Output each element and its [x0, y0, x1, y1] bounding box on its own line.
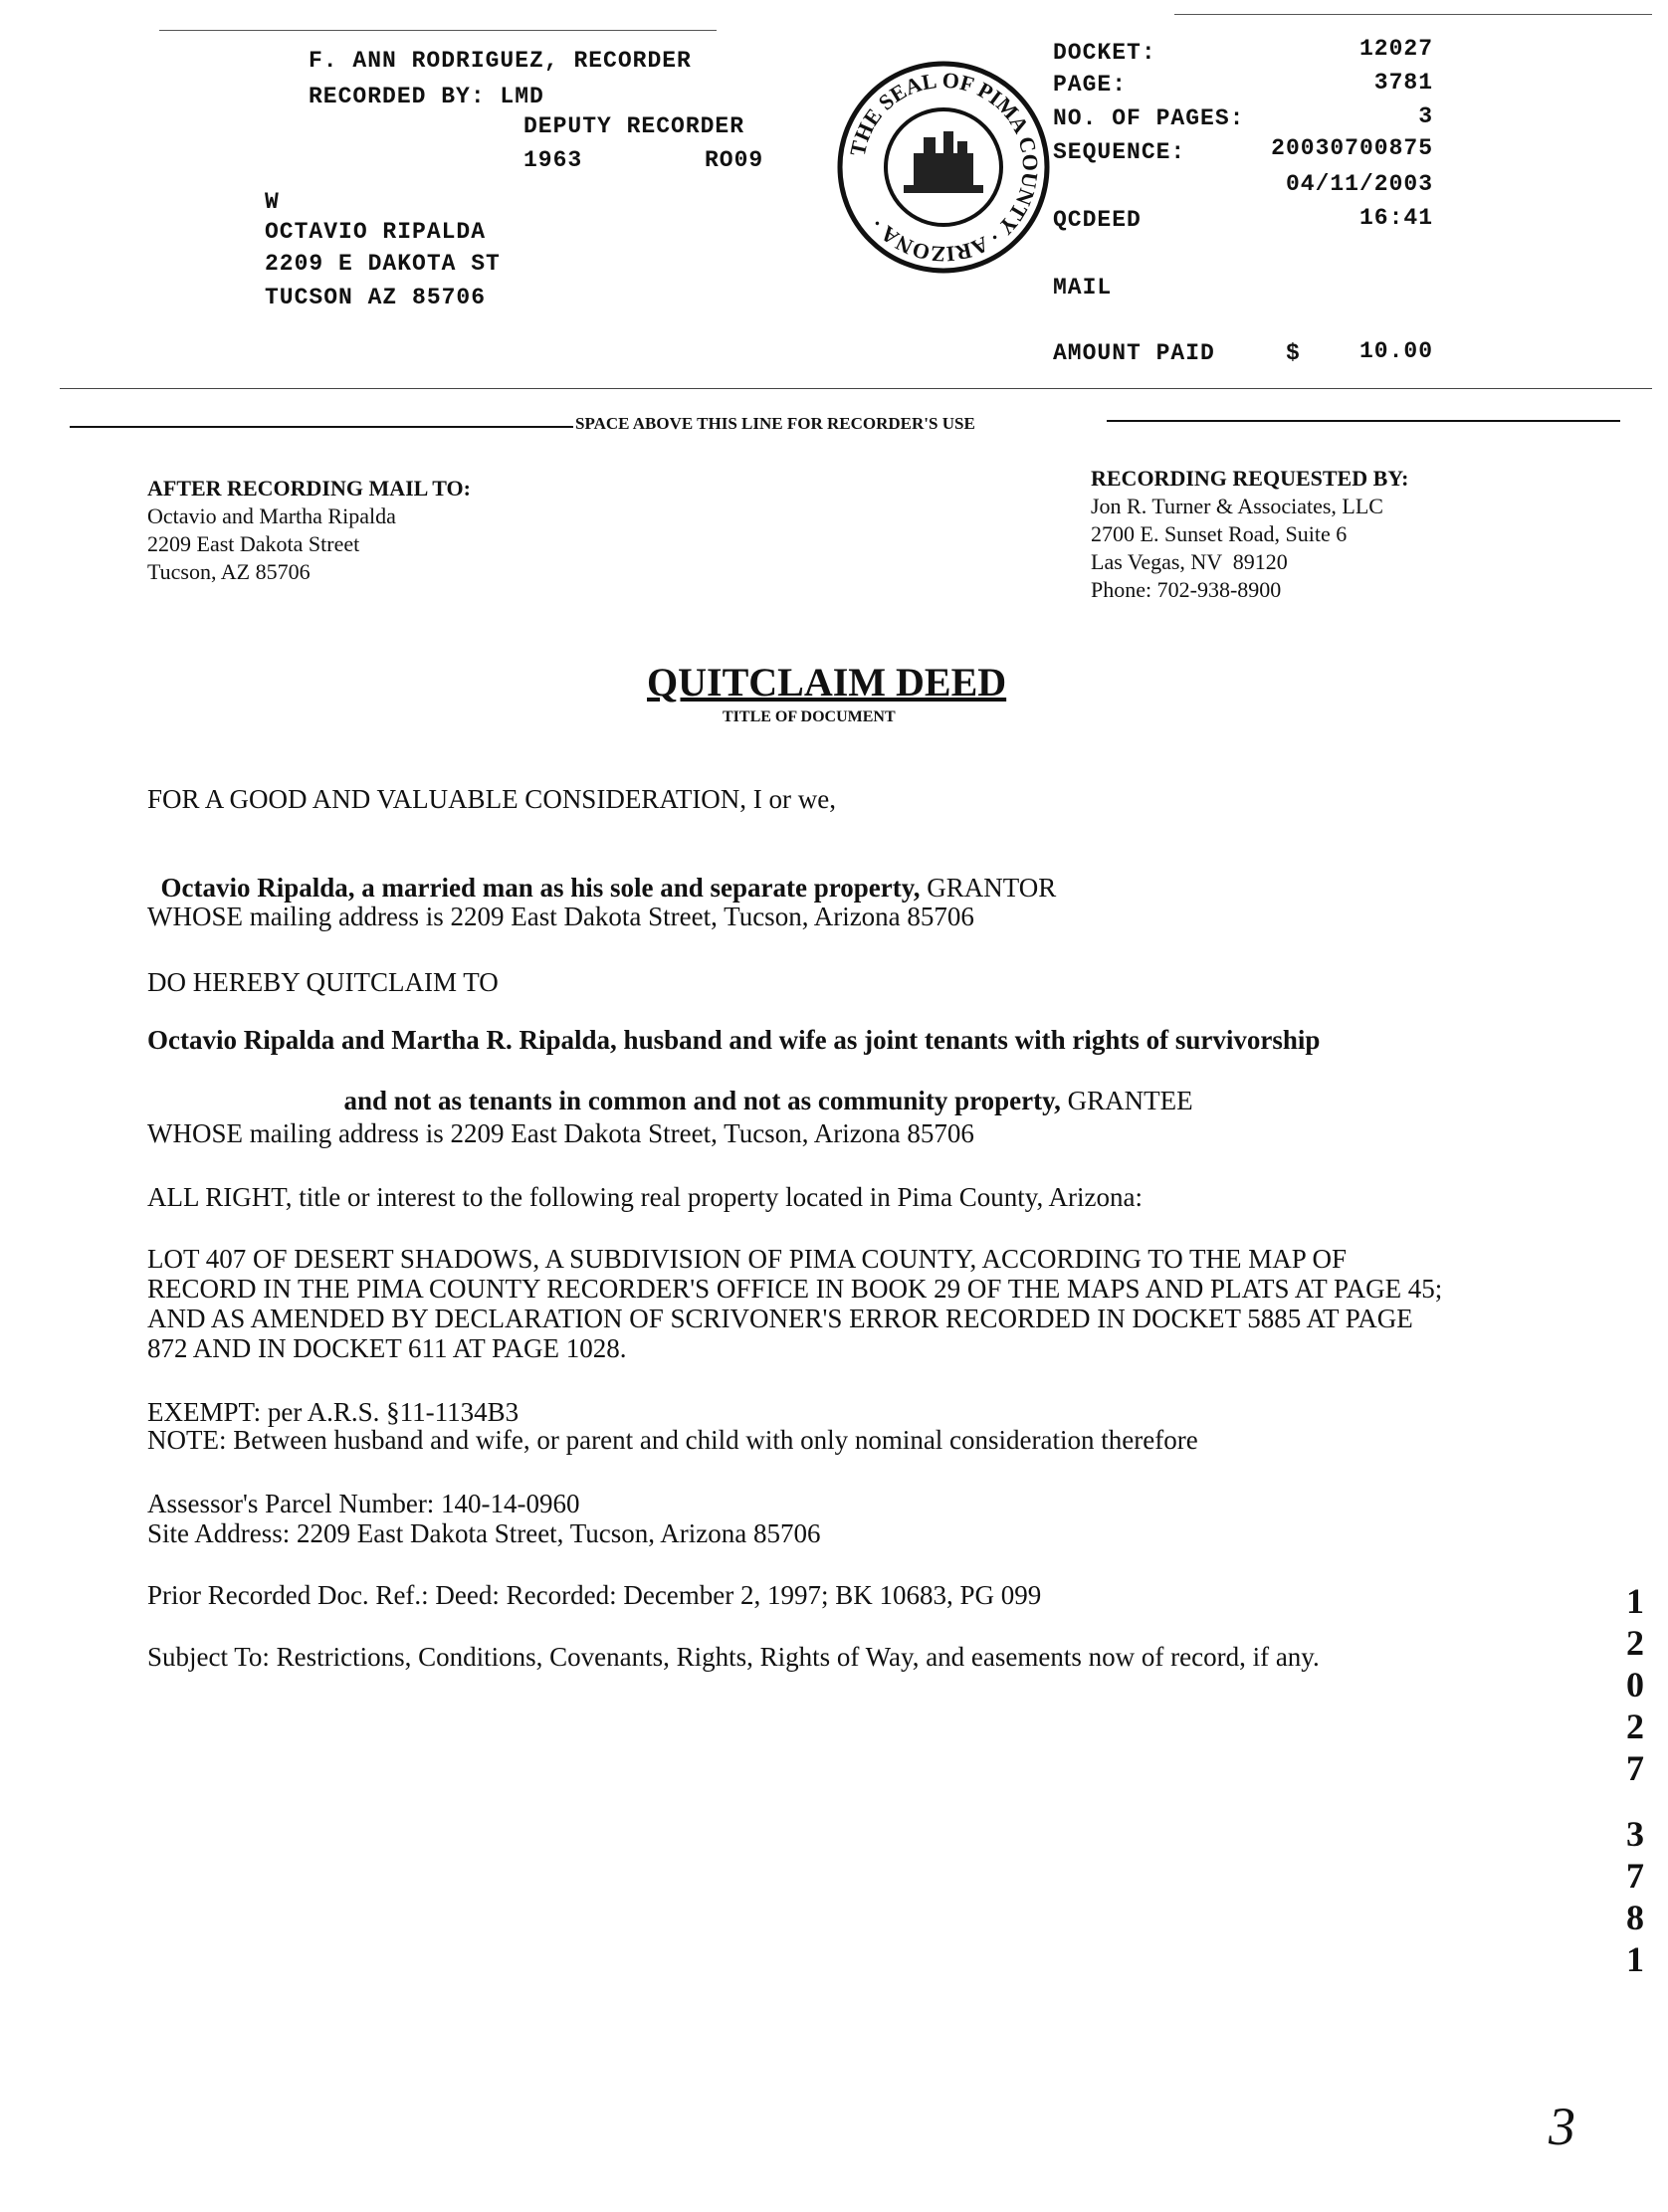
- grantor-role: GRANTOR: [920, 873, 1057, 903]
- prior-reference: Prior Recorded Doc. Ref.: Deed: Recorded: December 2, 1997; BK 10683, PG 099: [147, 1580, 1042, 1610]
- recorder-code-2: RO09: [705, 147, 764, 173]
- docket-label: DOCKET:: [1053, 40, 1156, 66]
- delivery-method: MAIL: [1053, 275, 1113, 301]
- grantee-role: GRANTEE: [1060, 1086, 1193, 1115]
- grantee-line-2: [330, 1055, 1193, 1116]
- amount-value: 10.00: [1358, 338, 1433, 364]
- margin-stamp-digit: 1: [1626, 1581, 1644, 1621]
- document-title-caption: TITLE OF DOCUMENT: [723, 708, 896, 725]
- property-intro: ALL RIGHT, title or interest to the following real property located in Pima County, Arizona:: [147, 1182, 1144, 1212]
- exemption-note: NOTE: Between husband and wife, or parent and child with only nominal consideration therefore: [147, 1425, 1198, 1455]
- legal-description-2: RECORD IN THE PIMA COUNTY RECORDER'S OFFICE IN BOOK 29 OF THE MAPS AND PLATS AT PAGE 45;: [147, 1274, 1443, 1304]
- requested-by-line-1: Jon R. Turner & Associates, LLC: [1091, 494, 1383, 518]
- document-type: QCDEED: [1053, 207, 1142, 233]
- recorder-use-rule-right: [1107, 420, 1620, 422]
- seal-text: THE SEAL OF PIMA COUNTY · ARIZONA ·: [844, 67, 1044, 268]
- consideration-line: FOR A GOOD AND VALUABLE CONSIDERATION, I or we,: [147, 784, 837, 814]
- legal-description-1: LOT 407 OF DESERT SHADOWS, A SUBDIVISION OF PIMA COUNTY, ACCORDING TO THE MAP OF: [147, 1244, 1348, 1274]
- amount-label: AMOUNT PAID: [1053, 340, 1215, 366]
- recorded-by: RECORDED BY: LMD: [309, 84, 544, 109]
- margin-stamp-digit: 2: [1626, 1623, 1644, 1663]
- recorder-box-rule: [60, 388, 1652, 389]
- recorder-name: F. ANN RODRIGUEZ, RECORDER: [309, 48, 692, 74]
- exemption: EXEMPT: per A.R.S. §11-1134B3: [147, 1397, 520, 1427]
- margin-stamp-digit: 8: [1626, 1898, 1644, 1937]
- requested-by-line-4: Phone: 702-938-8900: [1091, 577, 1282, 602]
- top-rule-right: [1174, 14, 1652, 15]
- recorder-use-label: SPACE ABOVE THIS LINE FOR RECORDER'S USE: [575, 414, 975, 433]
- docket-value: 12027: [1358, 36, 1433, 62]
- county-seal: [834, 58, 1053, 277]
- deputy-recorder: DEPUTY RECORDER: [523, 113, 745, 139]
- recorder-use-rule-left: [70, 426, 573, 428]
- legal-description-4: 872 AND IN DOCKET 611 AT PAGE 1028.: [147, 1333, 627, 1363]
- return-name: OCTAVIO RIPALDA: [265, 219, 487, 245]
- page-value: 3781: [1373, 70, 1433, 96]
- margin-stamp-digit: 0: [1626, 1665, 1644, 1705]
- margin-stamp-digit: 7: [1626, 1748, 1644, 1788]
- grantee-address: WHOSE mailing address is 2209 East Dakota Street, Tucson, Arizona 85706: [147, 1118, 974, 1148]
- quitclaim-line: DO HEREBY QUITCLAIM TO: [147, 967, 499, 997]
- grantor-address: WHOSE mailing address is 2209 East Dakota Street, Tucson, Arizona 85706: [147, 902, 974, 931]
- handwritten-page-number: 3: [1549, 2097, 1575, 2156]
- requested-by-line-3: Las Vegas, NV 89120: [1091, 549, 1288, 574]
- parcel-number: Assessor's Parcel Number: 140-14-0960: [147, 1489, 580, 1518]
- grantee-name-2: and not as tenants in common and not as community property,: [343, 1086, 1061, 1115]
- requested-by-line-2: 2700 E. Sunset Road, Suite 6: [1091, 521, 1348, 546]
- margin-stamp-digit: 7: [1626, 1856, 1644, 1896]
- amount-currency: $: [1286, 340, 1301, 366]
- mail-to-line-2: 2209 East Dakota Street: [147, 531, 360, 556]
- sequence-value: 20030700875: [1271, 135, 1433, 161]
- subject-to: Subject To: Restrictions, Conditions, Covenants, Rights, Rights of Way, and easements now of record, if any.: [147, 1642, 1320, 1672]
- legal-description-3: AND AS AMENDED BY DECLARATION OF SCRIVONER'S ERROR RECORDED IN DOCKET 5885 AT PAGE: [147, 1304, 1413, 1333]
- record-date: 04/11/2003: [1285, 171, 1433, 197]
- recorder-code-1: 1963: [523, 147, 583, 173]
- grantee-name-1: Octavio Ripalda and Martha R. Ripalda, husband and wife as joint tenants with rights of survivorship: [147, 1025, 1321, 1055]
- margin-stamp-digit: 2: [1626, 1707, 1644, 1746]
- mail-to-line-1: Octavio and Martha Ripalda: [147, 503, 396, 528]
- margin-stamp-digit: 3: [1626, 1814, 1644, 1854]
- pages-value: 3: [1418, 103, 1433, 129]
- grantor-line: [147, 842, 1056, 904]
- top-rule: [159, 30, 717, 31]
- sequence-label: SEQUENCE:: [1053, 139, 1186, 165]
- page-label: PAGE:: [1053, 72, 1128, 98]
- pages-label: NO. OF PAGES:: [1053, 105, 1245, 131]
- return-street: 2209 E DAKOTA ST: [265, 251, 501, 277]
- record-time: 16:41: [1358, 205, 1433, 231]
- requested-by-heading: RECORDING REQUESTED BY:: [1091, 466, 1409, 491]
- mail-to-line-3: Tucson, AZ 85706: [147, 559, 311, 584]
- site-address: Site Address: 2209 East Dakota Street, Tucson, Arizona 85706: [147, 1518, 821, 1548]
- return-city: TUCSON AZ 85706: [265, 285, 487, 310]
- mail-to-heading: AFTER RECORDING MAIL TO:: [147, 476, 471, 501]
- margin-stamp-digit: 1: [1626, 1939, 1644, 1979]
- grantor-name: Octavio Ripalda, a married man as his sole and separate property,: [160, 873, 921, 903]
- return-flag: W: [265, 189, 280, 215]
- document-title: QUITCLAIM DEED: [647, 660, 1007, 704]
